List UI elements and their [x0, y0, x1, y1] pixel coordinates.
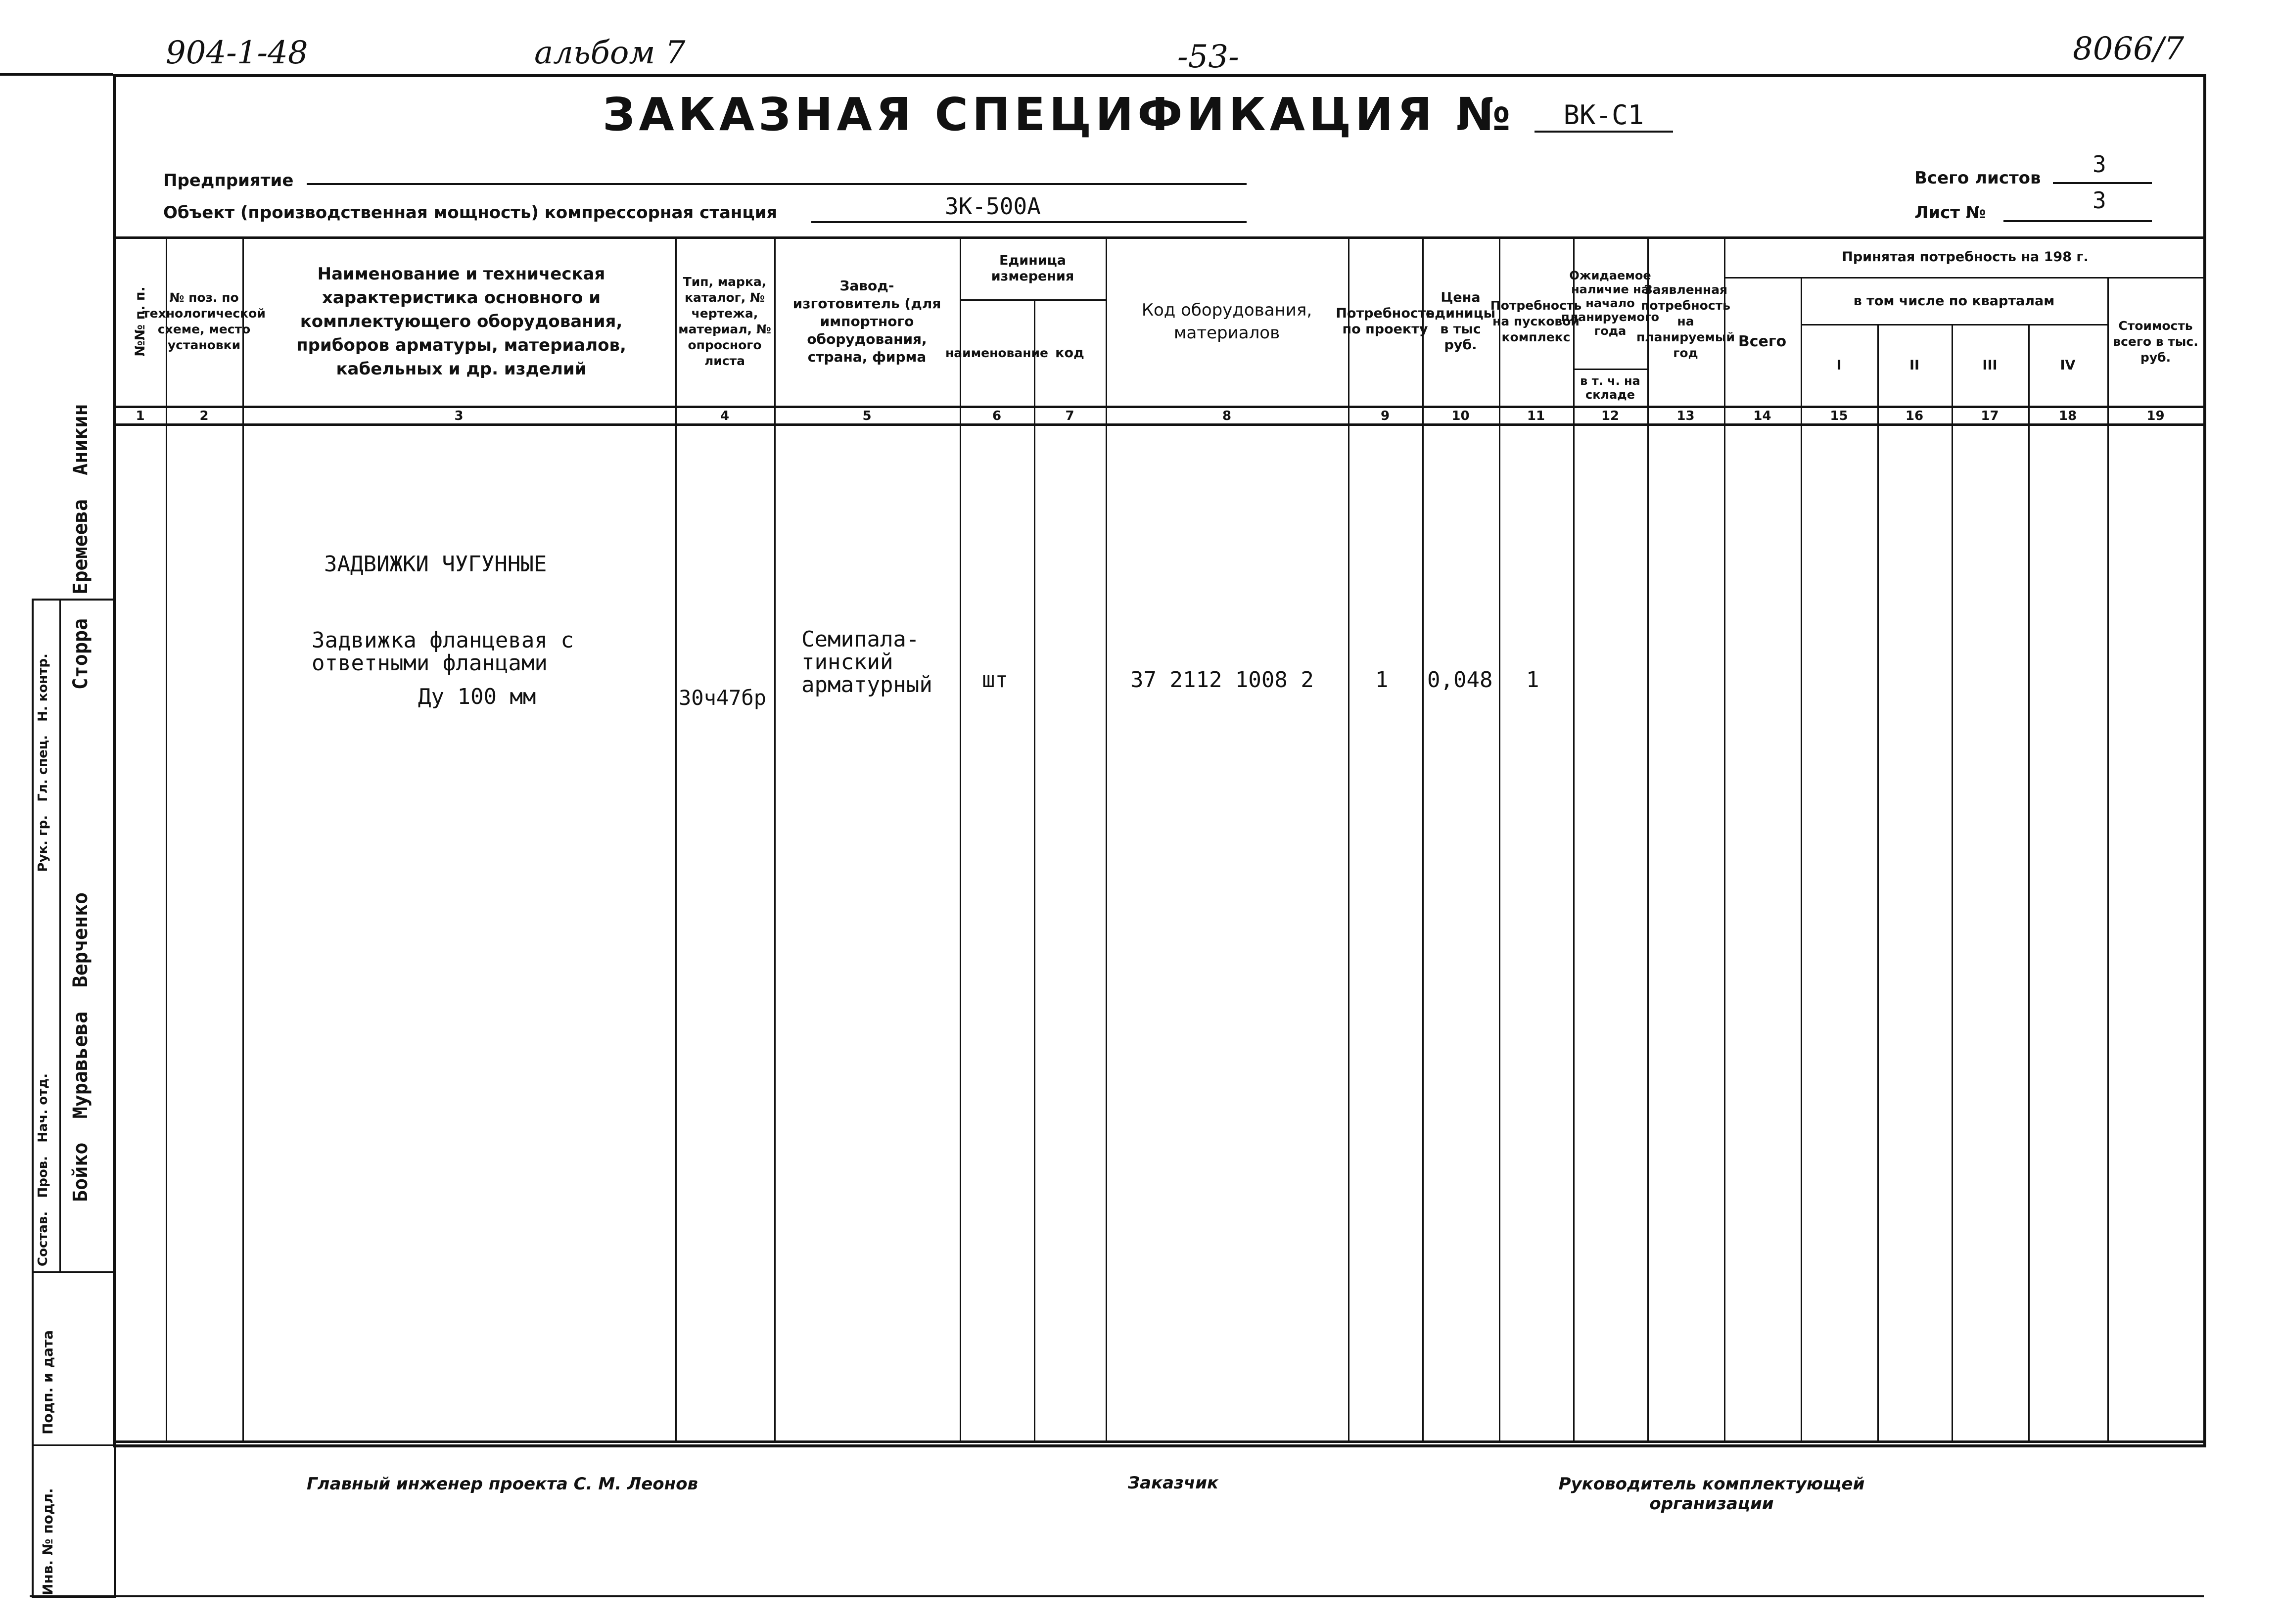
item-price: 0,048	[1427, 667, 1493, 693]
stamp-names: Бойко Муравьева Верченко Сторра Еремеева Аникин	[69, 404, 92, 1202]
col-17-header: III	[1982, 358, 1998, 373]
table-bottom-rule	[113, 1440, 2206, 1443]
col-divider	[1801, 277, 1802, 1440]
top-left-rule	[0, 73, 113, 76]
col-12-header: Ожидаемое наличие на начало планируемого года	[1561, 268, 1659, 338]
col-number: 11	[1527, 409, 1545, 423]
supplier-head-signature	[1538, 1474, 1885, 1514]
col-number: 8	[1222, 409, 1232, 423]
spec-number: ВК-С1	[1535, 99, 1673, 133]
supplier-head-line2: организации	[1649, 1494, 1774, 1514]
stamp-divider	[32, 1271, 116, 1273]
accepted-group-header: Принятая потребность на 198 г.	[1842, 249, 2089, 265]
stamp-divider	[32, 1444, 116, 1446]
col-number: 18	[2058, 409, 2077, 423]
table-colnum-rule	[113, 423, 2206, 426]
col-number: 5	[862, 409, 872, 423]
col-divider	[1952, 324, 1953, 1440]
item-equipment-code: 37 2112 1008 2	[1130, 667, 1314, 693]
item-manufacturer	[801, 628, 932, 696]
album-label: альбом 7	[534, 35, 686, 71]
col-number: 12	[1601, 409, 1620, 423]
col-number: 16	[1905, 409, 1924, 423]
chief-engineer-signature: Главный инженер проекта С. М. Леонов	[307, 1474, 698, 1494]
col-16-header: II	[1909, 358, 1920, 373]
quarters-group-header: в том числе по кварталам	[1853, 293, 2055, 309]
col-divider	[1877, 324, 1879, 1440]
supplier-head-line1: Руководитель комплектующей	[1558, 1474, 1865, 1494]
sign-date-label: Подп. и дата	[40, 1330, 56, 1435]
item-unit: шт	[982, 667, 1008, 693]
spec-title-text: ЗАКАЗНАЯ СПЕЦИФИКАЦИЯ №	[603, 88, 1515, 141]
total-sheets-line	[2053, 182, 2152, 184]
col-number: 15	[1830, 409, 1848, 423]
item-name-line3: Ду 100 мм	[418, 684, 536, 709]
col-15-header: I	[1836, 358, 1842, 373]
object-label: Объект (производственная мощность) компрессорная станция	[163, 203, 778, 223]
col-number: 3	[454, 409, 464, 423]
inv-label: Инв. № подл.	[40, 1488, 56, 1595]
sheet-no-label: Лист №	[1914, 203, 1986, 223]
col-2-header: № поз. по технологической схеме, место установки	[142, 290, 266, 352]
total-sheets-value: 3	[2093, 151, 2106, 178]
col-number: 17	[1981, 409, 1999, 423]
customer-signature: Заказчик	[1128, 1473, 1219, 1493]
enterprise-label: Предприятие	[163, 171, 294, 190]
section-heading: ЗАДВИЖКИ ЧУГУННЫЕ	[324, 552, 547, 577]
col-3-header: Наименование и техническая характеристика основного и комплектующего оборудования, приборов арматуры, материалов, кабельных и др. изделий	[296, 264, 626, 379]
manufacturer-line1: Семипала-	[801, 627, 920, 652]
col-11-header: Потребность на пусковой комплекс	[1490, 298, 1582, 344]
col-14-header: Всего	[1738, 333, 1787, 350]
stamp-roles: Состав. Пров. Нач. отд. Рук. гр. Гл. спец. Н. контр.	[36, 653, 50, 1266]
page-number: -53-	[1177, 39, 1239, 75]
col-6-header: наименование	[945, 346, 1048, 360]
col-divider	[1034, 299, 1035, 1440]
bottom-rule	[30, 1595, 2204, 1597]
total-sheets-label: Всего листов	[1914, 168, 2041, 188]
sheet-no-line	[2003, 220, 2152, 222]
col-number: 7	[1065, 409, 1074, 423]
col-number: 19	[2146, 409, 2165, 423]
sheet-no-value: 3	[2093, 187, 2106, 214]
item-type: 30ч47бр	[679, 686, 767, 710]
col-13-header: Заявленная потребность на планируемый год	[1636, 282, 1735, 360]
col-7-header: код	[1055, 345, 1084, 361]
enterprise-value-line	[307, 183, 1247, 185]
col-number: 6	[992, 409, 1002, 423]
col-19-header: Стоимость всего в тыс. руб.	[2113, 319, 2198, 365]
spec-title	[594, 88, 1682, 141]
col-number: 14	[1753, 409, 1771, 423]
item-name-line1: Задвижка фланцевая с	[312, 628, 574, 653]
object-value-line	[811, 221, 1247, 223]
table-row	[312, 629, 574, 708]
col-18-header: IV	[2060, 358, 2076, 373]
col-number: 1	[136, 409, 145, 423]
col-12-subheader: в т. ч. на складе	[1580, 374, 1640, 402]
stamp-divider	[59, 599, 61, 1271]
col-divider	[2028, 324, 2030, 1440]
item-quantity: 1	[1375, 667, 1389, 693]
project-code: 904-1-48	[166, 35, 308, 71]
col-number: 13	[1676, 409, 1695, 423]
table-header-rule	[113, 406, 2206, 408]
col-number: 4	[720, 409, 730, 423]
item-start-complex: 1	[1526, 667, 1539, 693]
object-value: 3К-500А	[945, 193, 1041, 220]
col-8-header: Код оборудования, материалов	[1141, 300, 1312, 343]
col-4-header: Тип, марка, каталог, № чертежа, материал, № опросного листа	[678, 275, 771, 368]
manufacturer-line3: арматурный	[801, 672, 932, 697]
col-9-header: Потребность по проекту	[1336, 306, 1435, 337]
col-5-header: Завод-изготовитель (для импортного оборудования, страна, фирма	[792, 278, 941, 365]
col-10-header: Цена единицы в тыс руб.	[1425, 290, 1496, 353]
col-number: 2	[199, 409, 209, 423]
col-1-header: №№ п. п.	[132, 286, 148, 357]
col-divider	[2107, 277, 2109, 1440]
unit-group-header: Единица измерения	[991, 252, 1074, 284]
manufacturer-line2: тинский	[801, 650, 893, 675]
item-name-line2: ответными фланцами	[312, 650, 548, 676]
archive-number: 8066/7	[2073, 31, 2185, 67]
col-number: 9	[1380, 409, 1390, 423]
col-number: 10	[1451, 409, 1470, 423]
